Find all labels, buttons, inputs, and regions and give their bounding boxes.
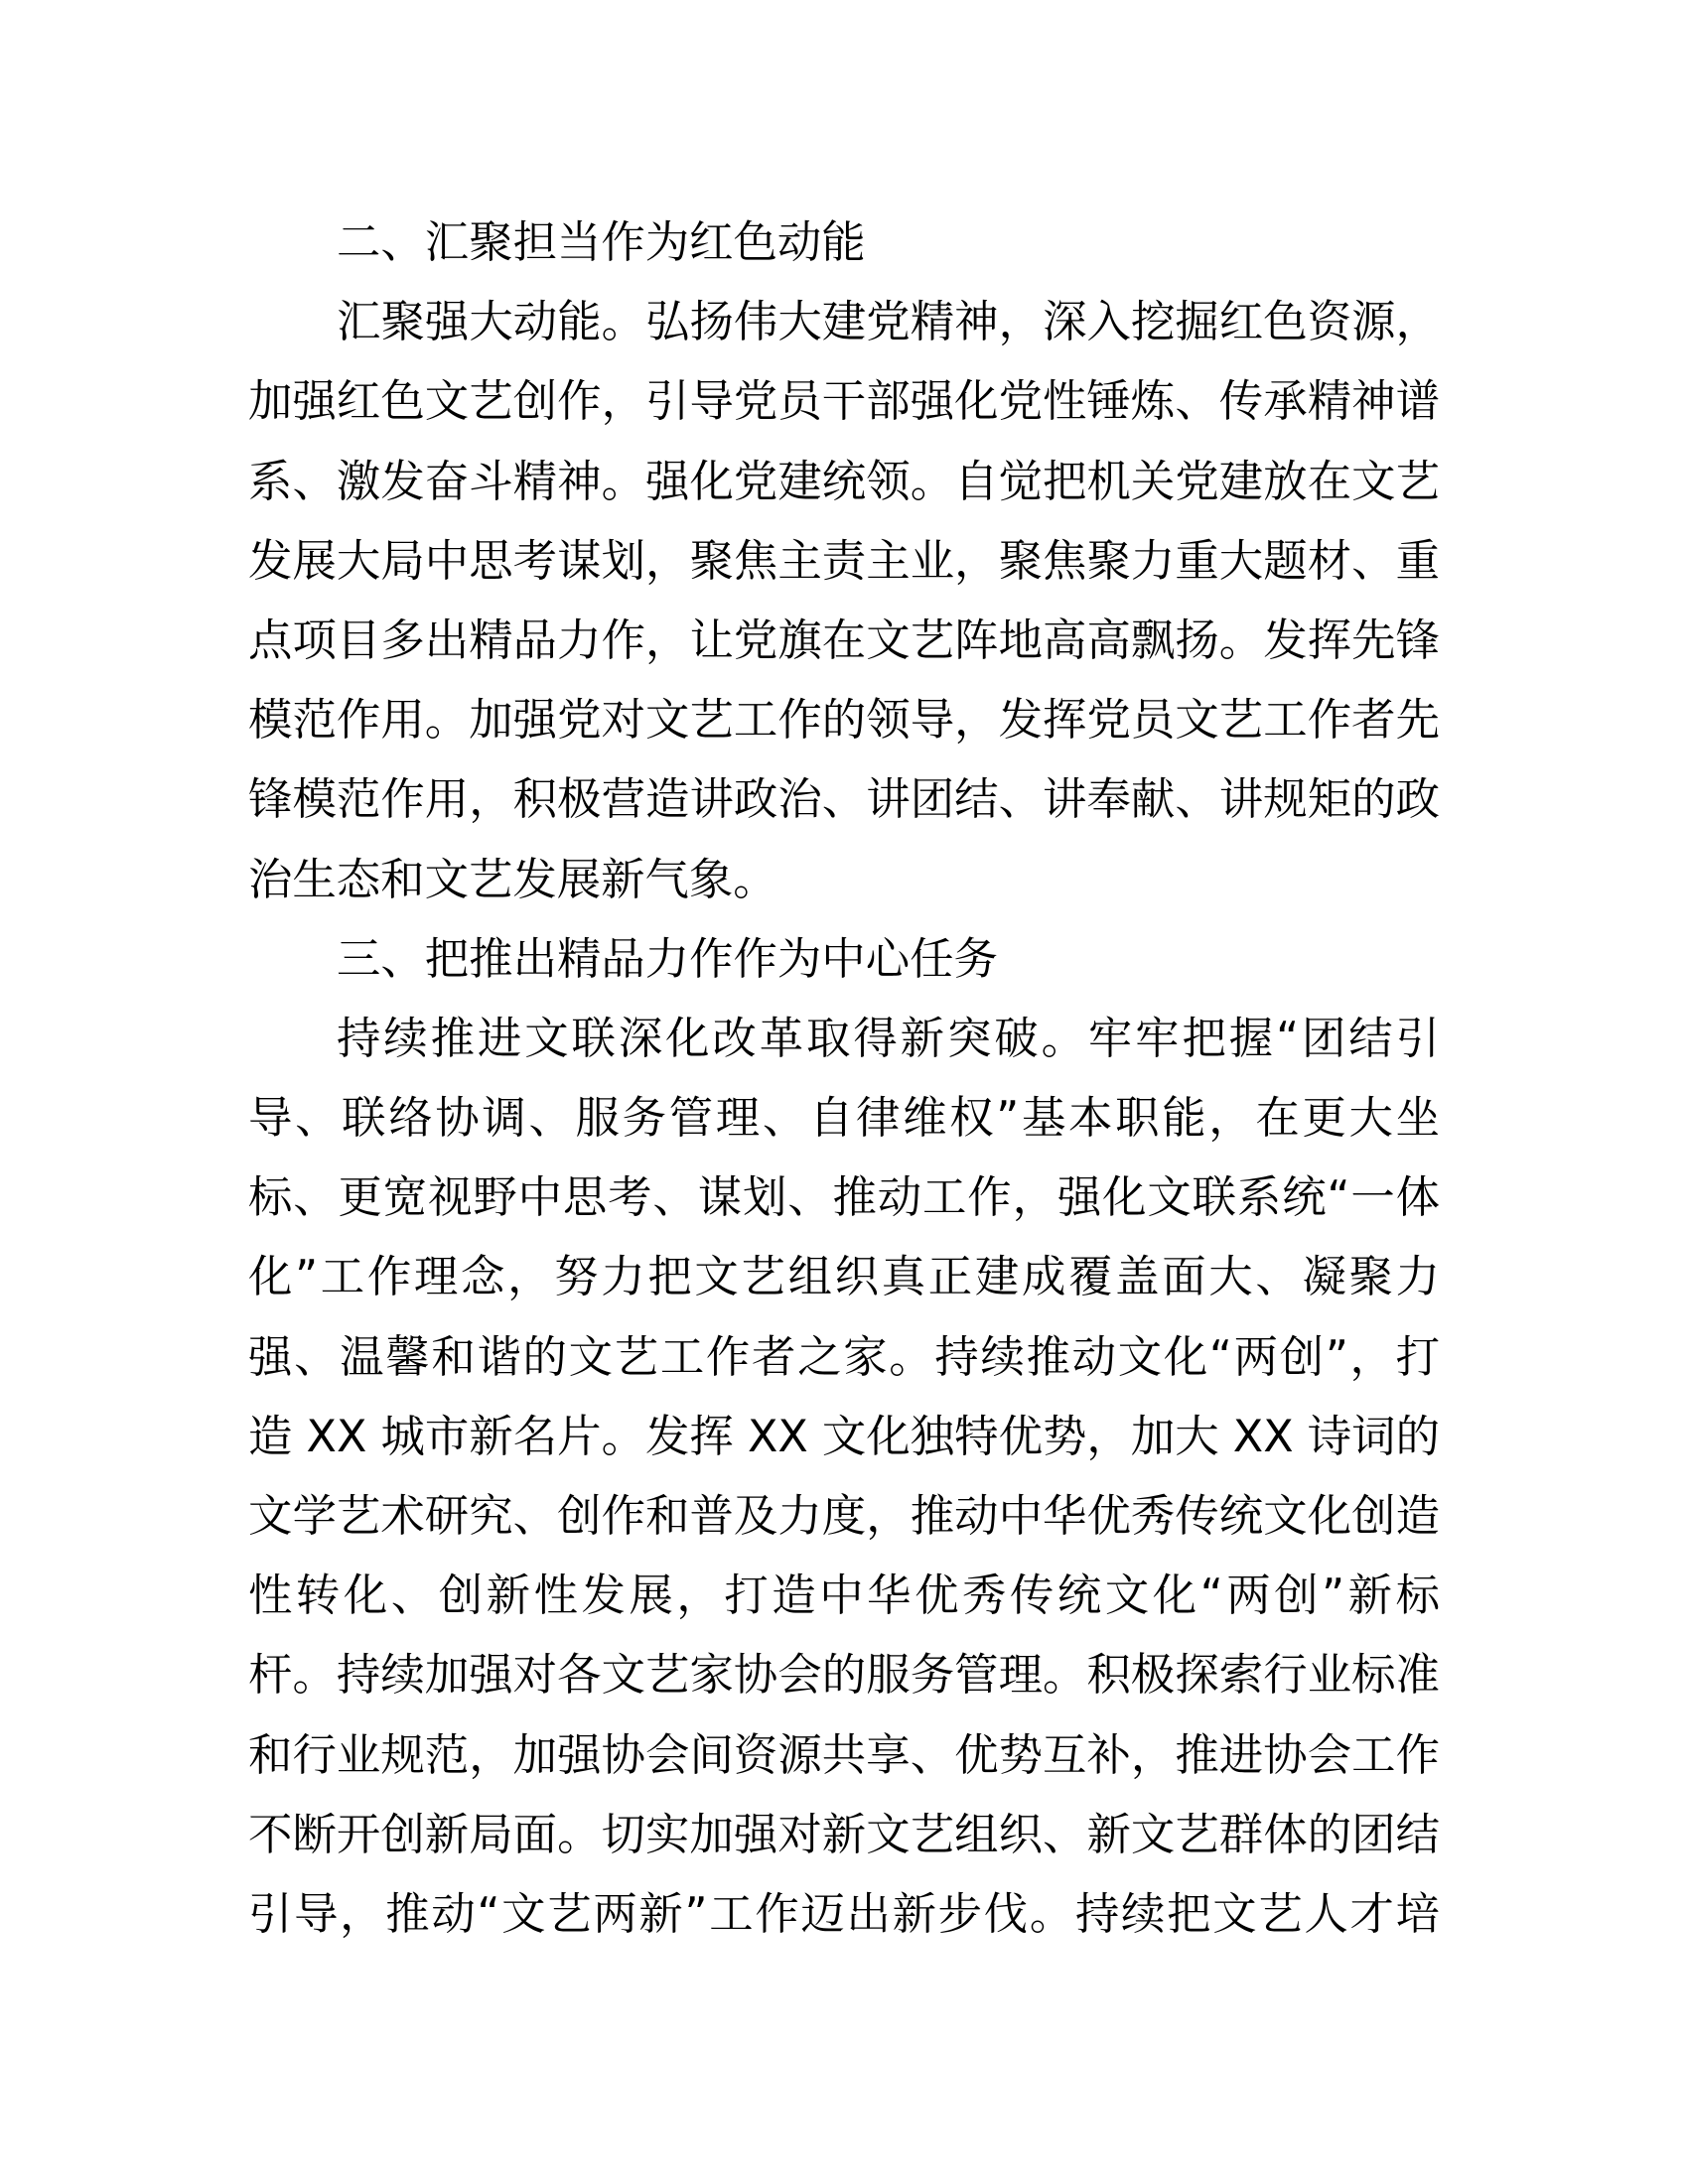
text-line: 模范作用。加强党对文艺工作的领导，发挥党员文艺工作者先 [248,695,1440,747]
text-line: 性转化、创新性发展，打造中华优秀传统文化“两创”新标 [248,1570,1440,1622]
section-body [248,1000,1440,1955]
section-3 [248,920,1440,1955]
text-line: 汇聚强大动能。弘扬伟大建党精神，深入挖掘红色资源， [337,297,1440,348]
text-line: 锋模范作用，积极营造讲政治、讲团结、讲奉献、讲规矩的政 [248,774,1440,826]
text-line: 治生态和文艺发展新气象。 [248,854,777,905]
section-2 [248,204,1440,920]
text-line: 导、联络协调、服务管理、自律维权”基本职能，在更大坐 [248,1093,1440,1145]
section-heading: 二、汇聚担当作为红色动能 [337,217,866,268]
text-line: 杆。持续加强对各文艺家协会的服务管理。积极探索行业标准 [248,1650,1440,1702]
text-line: 引导，推动“文艺两新”工作迈出新步伐。持续把文艺人才培 [248,1888,1440,1940]
section-body [248,283,1440,920]
text-line: 加强红色文艺创作，引导党员干部强化党性锤炼、传承精神谱 [248,376,1440,428]
text-line: 文学艺术研究、创作和普及力度，推动中华优秀传统文化创造 [248,1491,1440,1542]
text-line: 标、更宽视野中思考、谋划、推动工作，强化文联系统“一体 [248,1172,1440,1224]
document-page [248,204,1440,1955]
text-line: 不断开创新局面。切实加强对新文艺组织、新文艺群体的团结 [248,1809,1440,1860]
text-line: 发展大局中思考谋划，聚焦主责主业，聚焦聚力重大题材、重 [248,535,1440,587]
text-line: 化”工作理念，努力把文艺组织真正建成覆盖面大、凝聚力 [248,1252,1440,1303]
section-heading: 三、把推出精品力作作为中心任务 [337,933,998,985]
text-line: 和行业规范，加强协会间资源共享、优势互补，推进协会工作 [248,1729,1440,1781]
text-line: 强、温馨和谐的文艺工作者之家。持续推动文化“两创”，打 [248,1331,1440,1383]
text-line: 点项目多出精品力作，让党旗在文艺阵地高高飘扬。发挥先锋 [248,614,1440,666]
text-line: 持续推进文联深化改革取得新突破。牢牢把握“团结引 [337,1013,1440,1064]
text-line: 系、激发奋斗精神。强化党建统领。自觉把机关党建放在文艺 [248,456,1440,507]
text-line: 造 XX 城市新名片。发挥 XX 文化独特优势，加大 XX 诗词的 [248,1411,1440,1462]
